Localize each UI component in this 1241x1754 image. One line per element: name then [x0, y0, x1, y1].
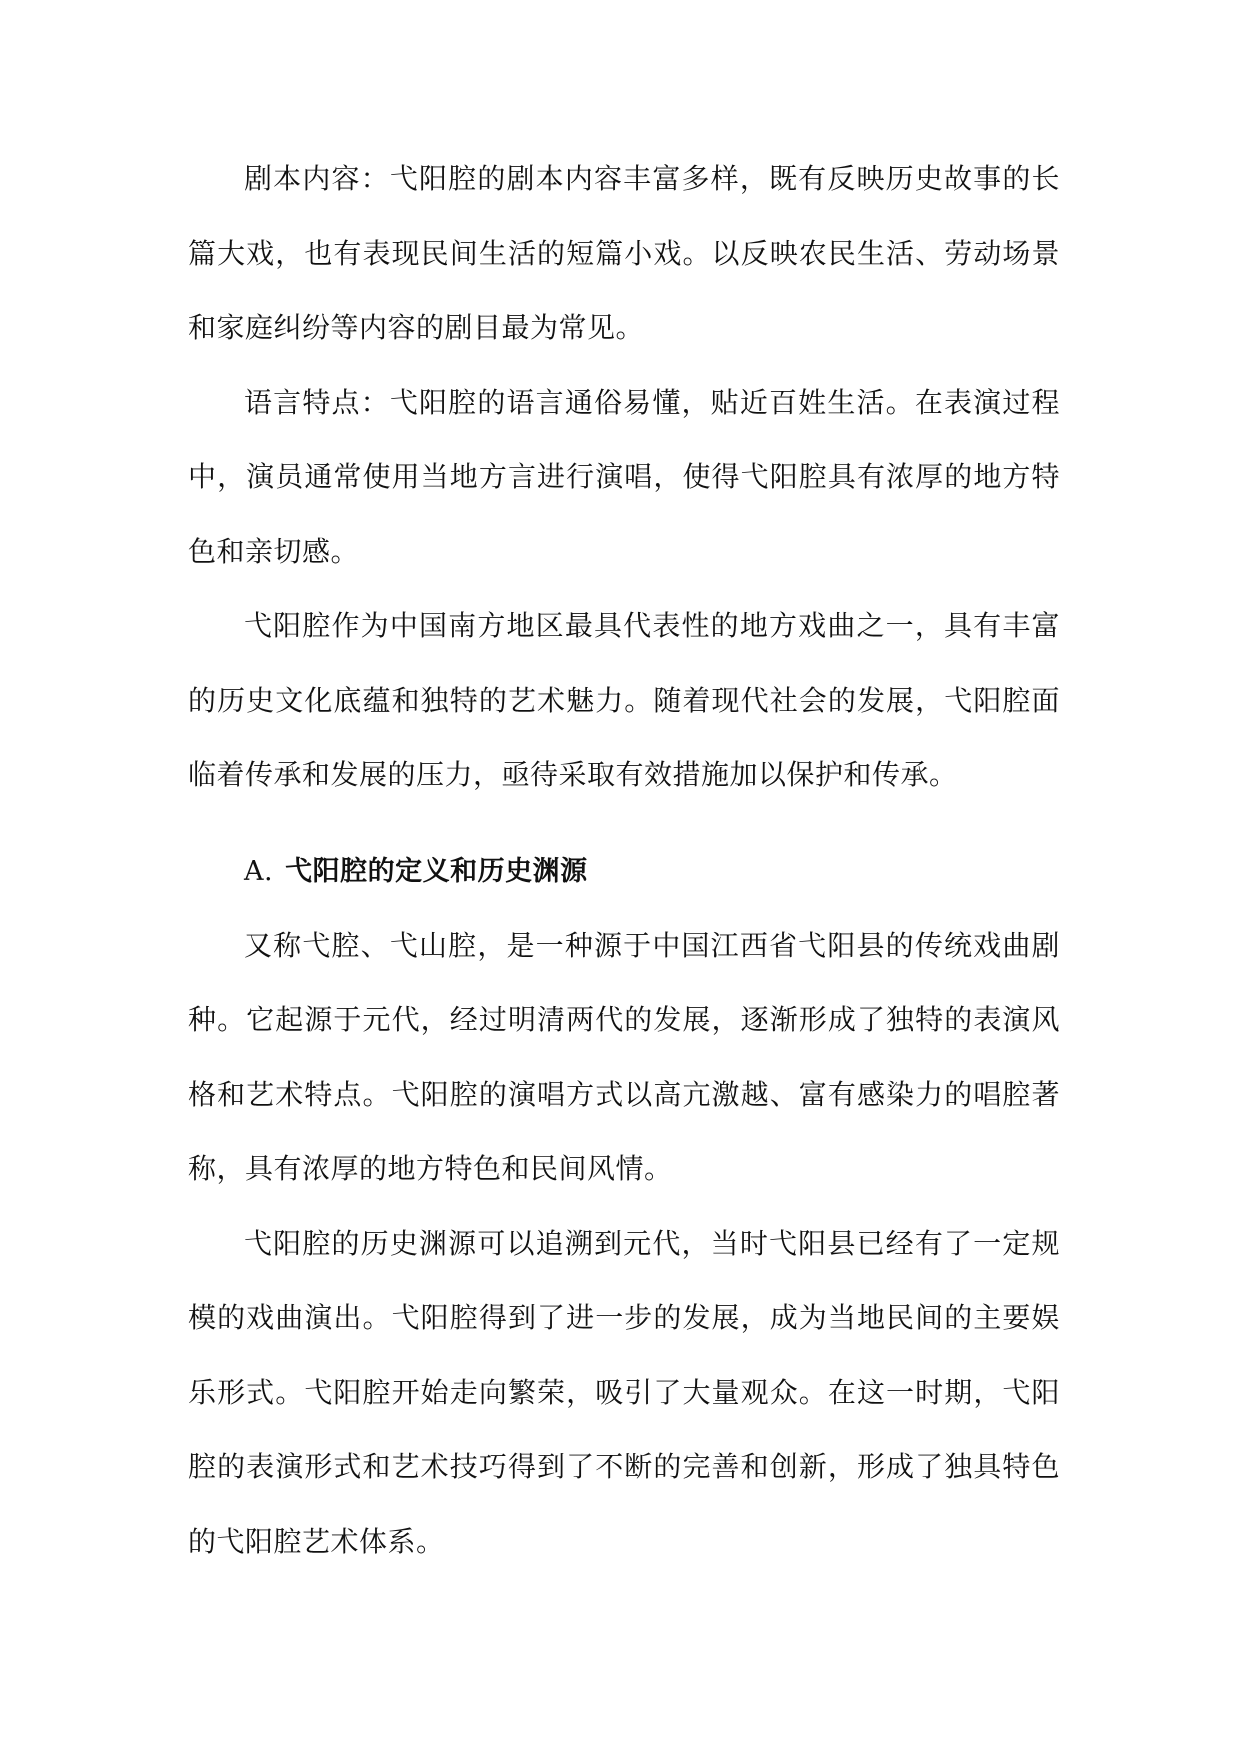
- paragraph-script-content: 剧本内容：弋阳腔的剧本内容丰富多样，既有反映历史故事的长篇大戏，也有表现民间生活的短篇小戏。以反映农民生活、劳动场景和家庭纠纷等内容的剧目最为常见。: [188, 162, 1060, 344]
- section-heading-title: 弋阳腔的定义和历史渊源: [285, 855, 588, 887]
- paragraph-history: 弋阳腔的历史渊源可以追溯到元代，当时弋阳县已经有了一定规模的戏曲演出。弋阳腔得到了进一步的发展，成为当地民间的主要娱乐形式。弋阳腔开始走向繁荣，吸引了大量观众。在这一时期，弋阳腔的表演形式和艺术技巧得到了不断的完善和创新，形成了独具特色的弋阳腔艺术体系。: [188, 1226, 1060, 1558]
- section-heading-number: A.: [244, 855, 274, 887]
- paragraph-language-features: 语言特点：弋阳腔的语言通俗易懂，贴近百姓生活。在表演过程中，演员通常使用当地方言进行演唱，使得弋阳腔具有浓厚的地方特色和亲切感。: [188, 385, 1060, 568]
- section-heading: [188, 835, 1060, 909]
- paragraph-summary: 弋阳腔作为中国南方地区最具代表性的地方戏曲之一，具有丰富的历史文化底蕴和独特的艺术魅力。随着现代社会的发展，弋阳腔面临着传承和发展的压力，亟待采取有效措施加以保护和传承。: [188, 609, 1060, 791]
- document-body: [188, 142, 1060, 1579]
- paragraph-definition: 又称弋腔、弋山腔，是一种源于中国江西省弋阳县的传统戏曲剧种。它起源于元代，经过明清两代的发展，逐渐形成了独特的表演风格和艺术特点。弋阳腔的演唱方式以高亢激越、富有感染力的唱腔著称，具有浓厚的地方特色和民间风情。: [188, 928, 1060, 1185]
